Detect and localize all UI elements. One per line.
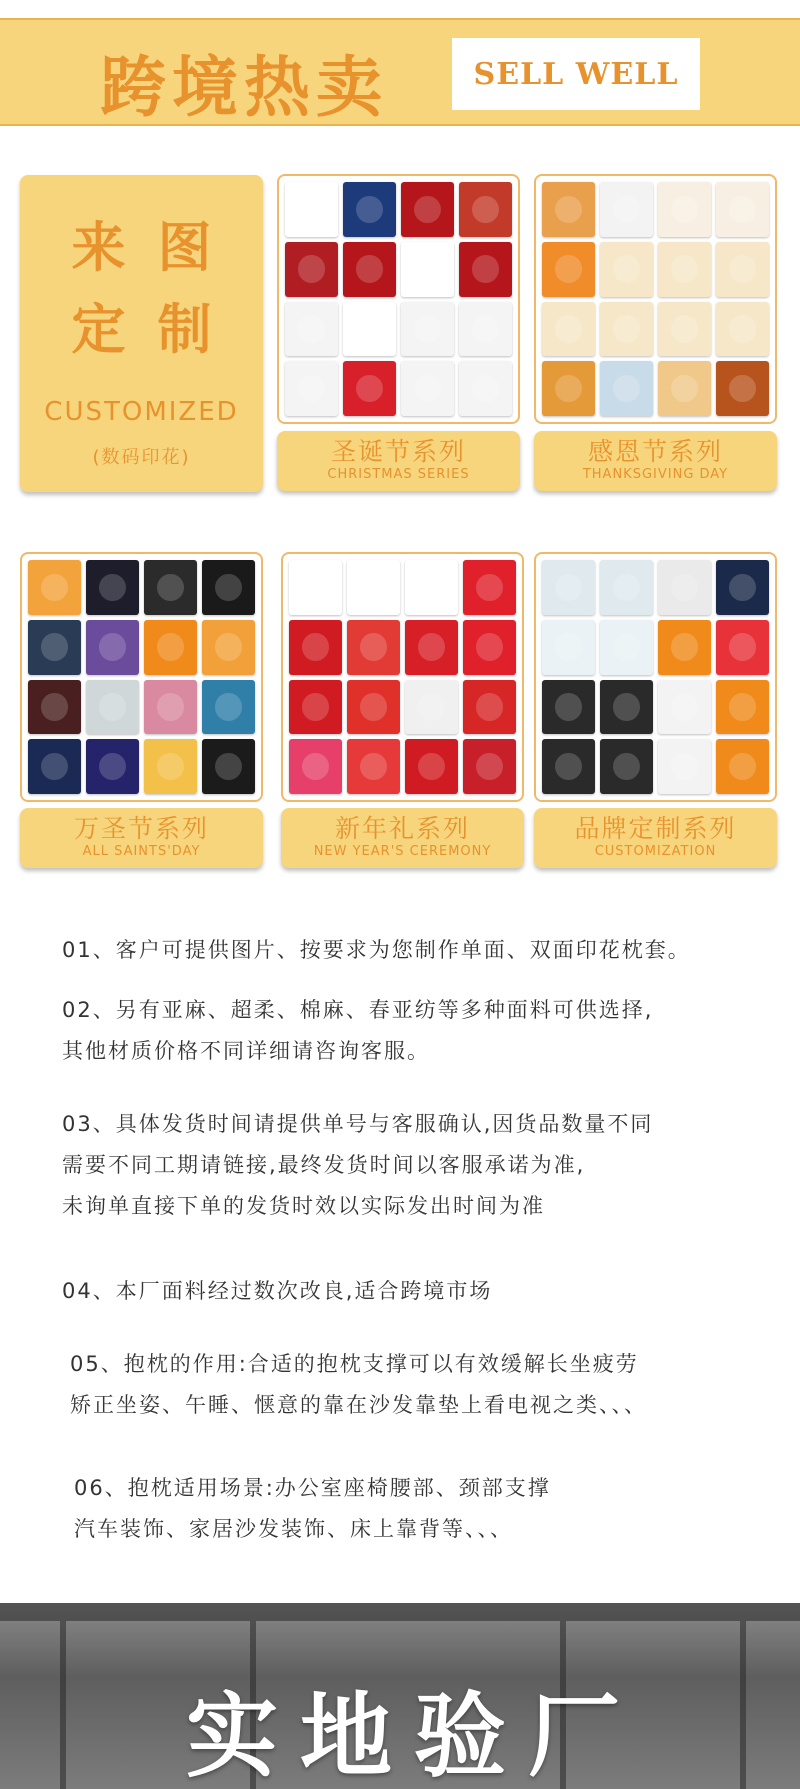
pillow-photo — [86, 739, 139, 794]
pillow-photo — [347, 739, 400, 794]
pillow-photo — [86, 680, 139, 735]
pillow-photo — [658, 560, 711, 615]
christmas-photo-grid[interactable] — [277, 174, 520, 424]
pillow-photo — [600, 560, 653, 615]
pillow-photo — [658, 182, 711, 237]
category-label-en: NEW YEAR'S CEREMONY — [313, 844, 492, 859]
pillow-photo — [28, 680, 81, 735]
pillow-photo — [463, 620, 516, 675]
pillow-photo — [658, 680, 711, 735]
header-banner — [0, 18, 800, 126]
header-title: 跨境热卖 — [100, 48, 388, 126]
pillow-photo — [285, 361, 338, 416]
pillow-photo — [716, 560, 769, 615]
pillow-photo — [542, 242, 595, 297]
pillow-photo — [658, 620, 711, 675]
pillow-photo — [401, 182, 454, 237]
pillow-photo — [202, 739, 255, 794]
note-line: 01、客户可提供图片、按要求为您制作单面、双面印花枕套。 — [62, 938, 691, 962]
pillow-photo — [285, 302, 338, 357]
pillow-photo — [600, 361, 653, 416]
pillow-photo — [542, 680, 595, 735]
pillow-photo — [463, 739, 516, 794]
pillow-photo — [405, 560, 458, 615]
custom-line-2: 定制 — [71, 297, 244, 361]
note-line: 04、本厂面料经过数次改良,适合跨境市场 — [62, 1279, 493, 1303]
pillow-photo — [289, 560, 342, 615]
pillow-photo — [658, 242, 711, 297]
note-line: 未询单直接下单的发货时效以实际发出时间为准 — [62, 1194, 545, 1218]
pillow-photo — [144, 620, 197, 675]
pillow-photo — [600, 680, 653, 735]
pillow-photo — [347, 620, 400, 675]
thanksgiving-photo-grid[interactable] — [534, 174, 777, 424]
pillow-photo — [405, 620, 458, 675]
sell-well-badge: SELL WELL — [452, 38, 700, 110]
category-label-en: CUSTOMIZATION — [594, 844, 717, 859]
pillow-photo — [347, 560, 400, 615]
note-line: 需要不同工期请链接,最终发货时间以客服承诺为准, — [62, 1153, 586, 1177]
pillow-photo — [144, 680, 197, 735]
category-label-cn: 感恩节系列 — [587, 437, 723, 466]
pillow-photo — [343, 242, 396, 297]
note-line: 矫正坐姿、午睡、惬意的靠在沙发靠垫上看电视之类、、、 — [70, 1393, 647, 1417]
factory-banner — [0, 1603, 800, 1789]
factory-pillar — [60, 1621, 66, 1789]
pillow-photo — [600, 620, 653, 675]
ceiling-beam — [0, 1603, 800, 1621]
pillow-photo — [459, 302, 512, 357]
pillow-photo — [28, 620, 81, 675]
new-year-photo-grid[interactable] — [281, 552, 524, 802]
pillow-photo — [658, 361, 711, 416]
pillow-photo — [401, 302, 454, 357]
category-label-cn: 品牌定制系列 — [574, 814, 737, 843]
pillow-photo — [343, 302, 396, 357]
pillow-photo — [285, 242, 338, 297]
category-label-cn: 新年礼系列 — [334, 814, 470, 843]
pillow-photo — [658, 739, 711, 794]
pillow-photo — [405, 680, 458, 735]
pillow-photo — [144, 560, 197, 615]
category-label-en: THANKSGIVING DAY — [582, 467, 729, 482]
pillow-photo — [289, 620, 342, 675]
pillow-photo — [716, 242, 769, 297]
note-04 — [62, 1271, 492, 1312]
pillow-photo — [600, 182, 653, 237]
custom-subtitle: (数码印花) — [92, 447, 191, 468]
pillow-photo — [542, 739, 595, 794]
pillow-photo — [600, 242, 653, 297]
pillow-photo — [347, 680, 400, 735]
note-05 — [70, 1344, 647, 1426]
pillow-photo — [86, 620, 139, 675]
factory-pillar — [740, 1621, 746, 1789]
pillow-photo — [28, 560, 81, 615]
pillow-photo — [542, 560, 595, 615]
pillow-photo — [600, 739, 653, 794]
pillow-photo — [459, 182, 512, 237]
category-label-en: CHRISTMAS SERIES — [327, 467, 470, 482]
pillow-photo — [716, 361, 769, 416]
pillow-photo — [459, 361, 512, 416]
pillow-photo — [285, 182, 338, 237]
note-06 — [74, 1468, 551, 1550]
custom-title-en: CUSTOMIZED — [44, 397, 239, 427]
pillow-photo — [542, 361, 595, 416]
halloween-series-label[interactable] — [20, 808, 263, 868]
note-line: 02、另有亚麻、超柔、棉麻、春亚纺等多种面料可供选择, — [62, 998, 654, 1022]
brand-series-label[interactable] — [534, 808, 777, 868]
pillow-photo — [401, 361, 454, 416]
pillow-photo — [463, 680, 516, 735]
brand-photo-grid[interactable] — [534, 552, 777, 802]
pillow-photo — [343, 182, 396, 237]
note-line: 06、抱枕适用场景:办公室座椅腰部、颈部支撑 — [74, 1476, 551, 1500]
custom-line-1: 来图 — [71, 215, 244, 279]
note-line: 03、具体发货时间请提供单号与客服确认,因货品数量不同 — [62, 1112, 654, 1136]
note-line: 汽车装饰、家居沙发装饰、床上靠背等、、、 — [74, 1517, 513, 1541]
category-label-cn: 圣诞节系列 — [330, 437, 466, 466]
pillow-photo — [716, 739, 769, 794]
note-03 — [62, 1104, 653, 1227]
pillow-photo — [202, 620, 255, 675]
pillow-photo — [463, 560, 516, 615]
pillow-photo — [289, 739, 342, 794]
new-year-series-label[interactable] — [281, 808, 524, 868]
pillow-photo — [658, 302, 711, 357]
pillow-photo — [716, 182, 769, 237]
pillow-photo — [289, 680, 342, 735]
note-line: 其他材质价格不同详细请咨询客服。 — [62, 1039, 430, 1063]
pillow-photo — [86, 560, 139, 615]
pillow-photo — [343, 361, 396, 416]
pillow-photo — [716, 680, 769, 735]
pillow-photo — [202, 680, 255, 735]
pillow-photo — [144, 739, 197, 794]
note-01 — [62, 930, 691, 971]
category-label-en: ALL SAINTS'DAY — [82, 844, 201, 859]
halloween-photo-grid[interactable] — [20, 552, 263, 802]
factory-title: 实地验厂 — [186, 1683, 643, 1789]
pillow-photo — [28, 739, 81, 794]
note-line: 05、抱枕的作用:合适的抱枕支撑可以有效缓解长坐疲劳 — [70, 1352, 639, 1376]
thanksgiving-series-label[interactable] — [534, 431, 777, 491]
christmas-series-label[interactable] — [277, 431, 520, 491]
pillow-photo — [401, 242, 454, 297]
pillow-photo — [459, 242, 512, 297]
pillow-photo — [202, 560, 255, 615]
pillow-photo — [716, 620, 769, 675]
pillow-photo — [716, 302, 769, 357]
custom-design-card[interactable] — [20, 175, 263, 492]
pillow-photo — [542, 182, 595, 237]
note-02 — [62, 990, 653, 1072]
pillow-photo — [405, 739, 458, 794]
category-label-cn: 万圣节系列 — [73, 814, 209, 843]
pillow-photo — [600, 302, 653, 357]
pillow-photo — [542, 302, 595, 357]
pillow-photo — [542, 620, 595, 675]
